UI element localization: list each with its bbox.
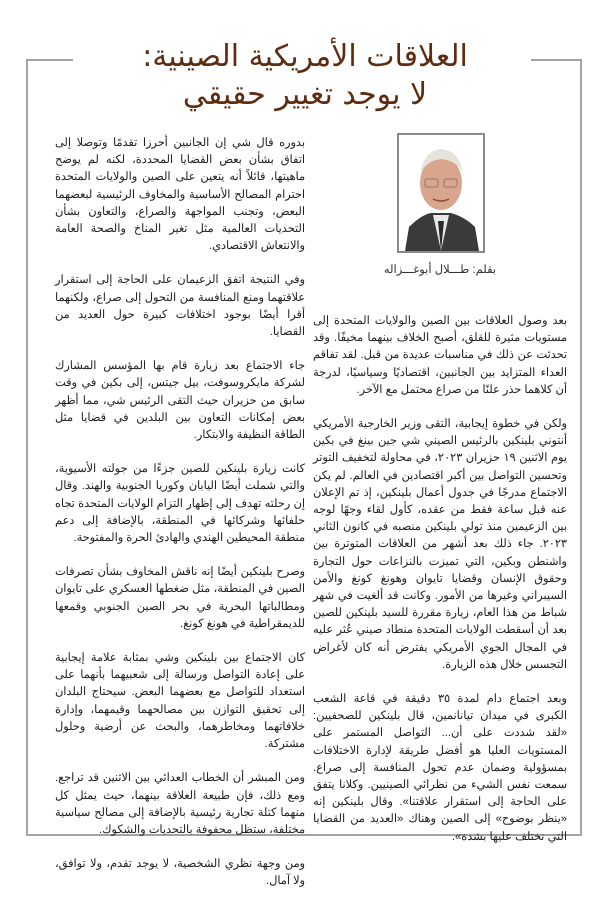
article-title xyxy=(80,38,530,114)
paragraph: جاء الاجتماع بعد زيارة قام بها المؤسس المشارك لشركة مايكروسوفت، بيل جيتس، إلى بكين في وقت سابق من حزيران حيث التقى الرئيس شي، مما أظهر بعض إمكانات التعاون بين البلدين في قضايا مثل الطاقة النظيفة والابتكار. xyxy=(55,360,305,442)
paragraph: كان الاجتماع بين بلينكين وشي بمثابة علامة إيجابية على إعادة التواصل ورسالة إلى شعبيهما بأنهما على استعداد للتواصل مع بعضهما البعض. سيحتاج البلدان إلى تحقيق التوازن بين مصالحهما وقيمهما، وإدارة خلافاتهما ومخاطرهما، والبحث عن أرضية وحلول مشتركة. xyxy=(55,652,305,751)
article-column-left xyxy=(55,135,305,908)
author-photo xyxy=(397,133,485,253)
paragraph: وصرح بلينكين أيضًا إنه ناقش المخاوف بشأن تصرفات الصين في المنطقة، مثل ضغطها العسكري على تايوان ومطالباتها البحرية في بحر الصين الجنوبي وقمعها للديمقراطية في هونغ كونغ. xyxy=(55,566,305,630)
title-line-1: العلاقات الأمريكية الصينية: xyxy=(142,39,468,74)
paragraph: وبعد اجتماع دام لمدة ٣٥ دقيقة في قاعة الشعب الكبرى في ميدان تيانانمين، قال بلينكين للصحفيين: «لقد شددت على أن... التواصل المستمر على المستويات العليا هو أفضل طريقة لإدارة الاختلافات بمسؤولية وضمان عدم تحول المنافسة إلى صراع. سمعت نفس الشيء من نظرائي الصينيين. وكلانا يتفق على الحاجة إلى استقرار علاقتنا». وقال بلينكين إنه «ينظر بوضوح» إلى الصين وهناك «العديد من القضايا التي نختلف عليها بشدة». xyxy=(313,693,568,843)
paragraph: وفي النتيجة اتفق الزعيمان على الحاجة إلى استقرار علاقتهما ومنع المنافسة من التحول إلى صراع، ولكنهما أقرا أيضًا بوجود اختلافات كبيرة حول العديد من القضايا. xyxy=(55,274,305,339)
paragraph: ومن وجهة نظري الشخصية، لا يوجد تقدم، ولا توافق، ولا آمال. xyxy=(55,858,305,888)
paragraph: كانت زيارة بلينكين للصين جزءًا من جولته الأسيوية، والتي شملت أيضًا اليابان وكوريا الجنوبية والهند. وقال إن رحلته تهدف إلى إظهار التزام الولايات المتحدة تجاه حلفائها وشركائها في المنطقة، بالإضافة إلى دعم منطقة المحيطين الهندي والهادئ الحرة والمفتوحة. xyxy=(55,463,305,545)
frame-top-right-line xyxy=(531,59,582,61)
title-line-2: لا يوجد تغيير حقيقي xyxy=(182,77,428,112)
author-portrait-icon xyxy=(399,135,483,251)
frame-top-left-line xyxy=(26,59,73,61)
paragraph: ولكن في خطوة إيجابية، التقى وزير الخارجية الأمريكي أنتوني بلينكين بالرئيس الصيني شي جين بينغ في بكين يوم الاثنين ١٩ حزيران ٢٠٢٣، في محاولة لتخفيف التوتر وتحسين التواصل بين أكبر اقتصادين في العالم. لم يكن الاجتماع مدرجًا في جدول أعمال بلينكين، إذ تم الإعلان عنه قبل ساعة فقط من عقده، كأول لقاء وجهًا لوجه بين الزعيمين منذ تولي بلينكين منصبه في كانون الثاني ٢٠٢٣. جاء ذلك بعد أشهر من العلاقات المتوترة بين واشنطن وبكين، التي تميزت بالنزاعات حول التجارة وحقوق الإنسان وقضايا تايوان وهونغ كونغ والأمن السيبراني وغيرها من الأمور. وكانت قد ألغيت في شهر شباط من هذا العام، زيارة مقررة للسيد بلينكين للصين بعد أن أسقطت الولايات المتحدة منطاد صيني عُثر عليه في المجال الجوي الأمريكي يفترض أنه كان لأغراض التجسس خلال هذه الزيارة. xyxy=(313,418,567,671)
article-column-right xyxy=(313,313,567,863)
paragraph: ومن المبشر أن الخطاب العدائي بين الاثنين قد تراجع. ومع ذلك، فإن طبيعة العلاقة بينهما، حيث يمثل كل منهما كتلة تجارية رئيسية بالإضافة إلى مصالح سياسية مختلفة، ستظل محفوفة بالتحديات والشكوك. xyxy=(55,772,305,836)
author-byline: بقلم: طـــلال أبوغـــزاله xyxy=(383,264,497,276)
paragraph: بدوره قال شي إن الجانبين أحرزا تقدمًا وتوصلا إلى اتفاق بشأن بعض القضايا المحددة، لكنه لم يوضح ماهيتها، قائلاً أنه يتعين على الصين والولايات المتحدة احترام المصالح الأساسية والمخاوف الرئيسية لبعضهما البعض، وتجنب المواجهة والصراع، والتعاون بشأن التحديات العالمية مثل تغير المناخ والصحة العامة والانتعاش الاقتصادي. xyxy=(55,137,305,253)
paragraph: بعد وصول العلاقات بين الصين والولايات المتحدة إلى مستويات مثيرة للقلق، أصبح الخلاف بينهما مخيفًا. وقد تحدثت عن ذلك في مناسبات عديدة من قبل. لقد تفاقم العداء المتزايد بين الجانبين، اقتصاديًا وسياسيًا، لدرجة أن كلاهما حذر علنًا من صراع محتمل مع الآخر. xyxy=(313,315,567,396)
